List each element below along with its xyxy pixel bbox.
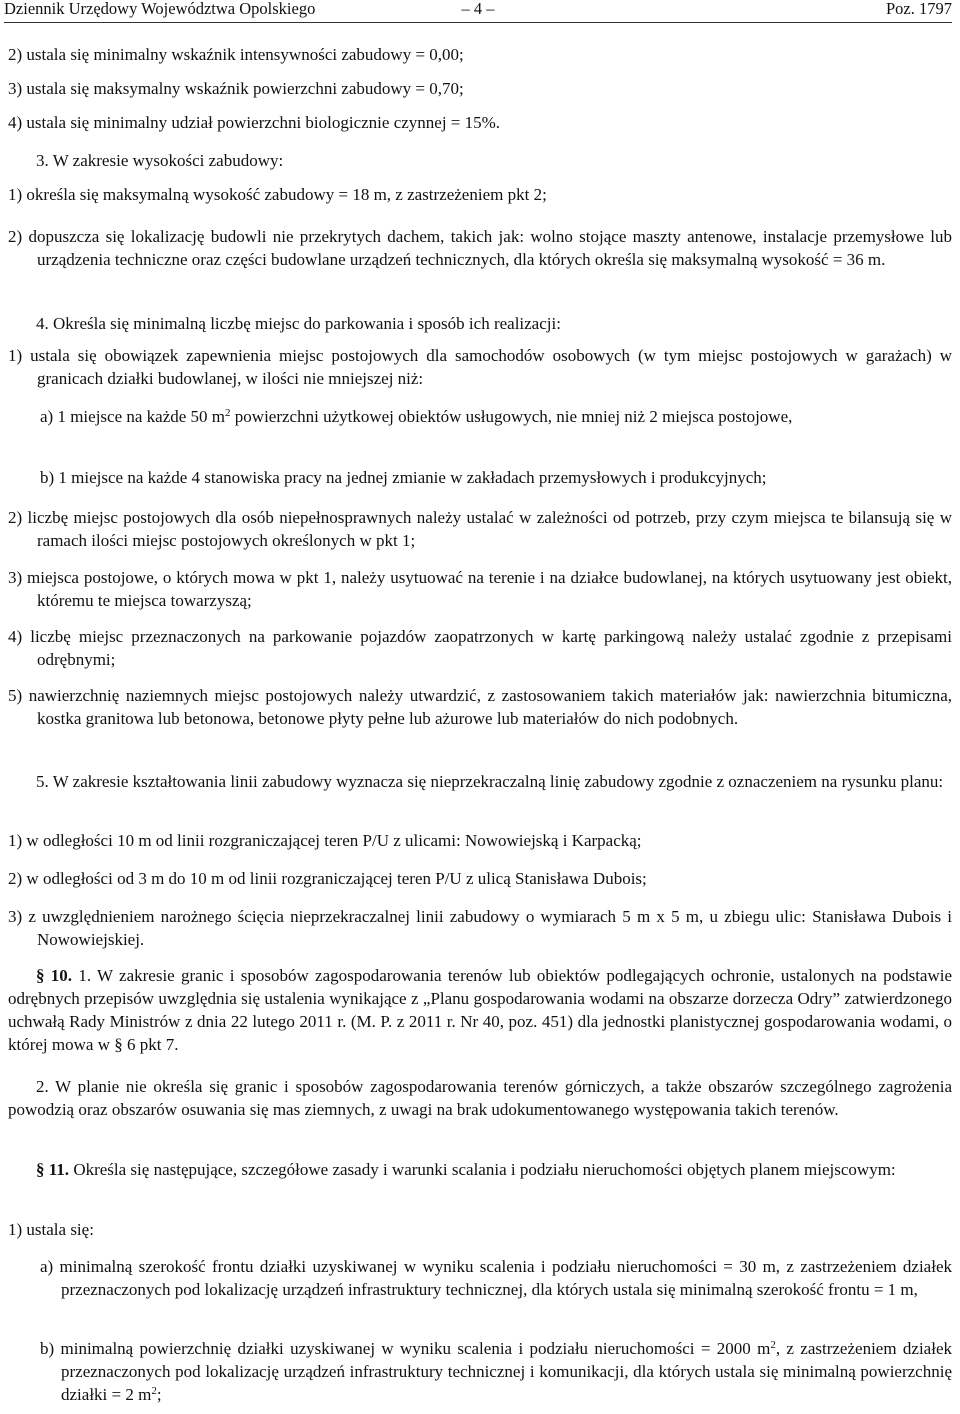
section-heading: 4. Określa się minimalną liczbę miejsc do parkowania i sposób ich realizacji: (36, 314, 561, 333)
page-number: – 4 – (461, 0, 495, 18)
paragraph: 1) ustala się: (8, 1220, 94, 1239)
list-item (8, 405, 952, 428)
paragraph (8, 344, 952, 390)
section-paragraph (8, 964, 952, 1056)
section-paragraph: 2. W planie nie określa się granic i sposobów zagospodarowania terenów górniczych, a także obszarów szczególnego zagrożenia powodzią oraz obszarów osuwania się mas ziemnych, z uwagi na brak udokumentowanego występowania takich terenów. (8, 1077, 952, 1119)
list-item (8, 1337, 952, 1406)
section-text: Określa się następujące, szczegółowe zasady i warunki scalania i podziału nieruchomości objętych planem miejscowym: (69, 1160, 896, 1179)
paragraph: 4) liczbę miejsc przeznaczonych na parkowanie pojazdów zaopatrzonych w kartę parkingową należy ustalać zgodnie z przepisami odrębnymi; (8, 627, 952, 669)
section-paragraph: 5. W zakresie kształtowania linii zabudowy wyznacza się nieprzekraczalną linię zabudowy zgodnie z oznaczeniem na rysunku planu: (36, 772, 944, 791)
paragraph: 2) liczbę miejsc postojowych dla osób niepełnosprawnych należy ustalać w zależności od potrzeb, przy czym miejsca te bilansują się w ramach ilości miejsc postojowych określonych w pkt 1; (8, 508, 952, 550)
section-number: § 11. (36, 1160, 70, 1179)
journal-title: Dziennik Urzędowy Województwa Opolskiego (4, 0, 316, 18)
paragraph: 2) w odległości od 3 m do 10 m od linii rozgraniczającej teren P/U z ulicą Stanisława Dubois; (8, 869, 647, 888)
superscript: 2 (770, 1339, 776, 1351)
section-number: § 10. (36, 966, 73, 985)
superscript: 2 (151, 1385, 157, 1397)
list-item: a) minimalną szerokość frontu działki uzyskiwanej w wyniku scalenia i podziału nieruchomości = 30 m, z zastrzeżeniem działek przeznaczonych pod lokalizację urządzeń infrastruktury technicznej, dla których ustala się minimalną szerokość frontu = 1 m, (40, 1257, 952, 1299)
paragraph: 5) nawierzchnię naziemnych miejsc postojowych należy utwardzić, z zastosowaniem takich materiałów jak: nawierzchnia bitumiczna, kostka granitowa lub betonowa, betonowe płyty pełne lub ażurowe lub materiałów do nich podobnych. (8, 686, 952, 728)
list-item-text: b) minimalną powierzchnię działki uzyskiwanej w wyniku scalenia i podziału nieruchomości = 2000 m (40, 1339, 771, 1358)
paragraph: 2) ustala się minimalny wskaźnik intensywności zabudowy = 0,00; (8, 45, 464, 64)
paragraph: 3) ustala się maksymalny wskaźnik powierzchni zabudowy = 0,70; (8, 79, 464, 98)
section-text: 1. W zakresie granic i sposobów zagospodarowania terenów lub obiektów podlegających ochronie, ustalonych na podstawie odrębnych przepisów uwzględnia się ustalenia wynikające z „Planu gospodarowania wodami na obszarze dorzecza Odry” zatwierdzonego uchwałą Rady Ministrów z dnia 22 lutego 2011 r. (M. P. z 2011 r. Nr 40, poz. 451) dla jednostki planistycznej gospodarowania wodami, o której mowa w § 6 pkt 7. (8, 966, 953, 1054)
paragraph: 4) ustala się minimalny udział powierzchni biologicznie czynnej = 15%. (8, 113, 501, 132)
list-item-text: , z zastrzeżeniem działek przeznaczonych pod lokalizację urządzeń infrastruktury technicznej i komunikacji, dla których ustala się minimalną powierzchnię działki = 2 m (61, 1339, 952, 1404)
superscript: 2 (225, 407, 231, 419)
list-item-text: a) 1 miejsce na każde 50 m (40, 407, 226, 426)
list-item: b) 1 miejsce na każde 4 stanowiska pracy na jednej zmianie w zakładach przemysłowych i produkcyjnych; (40, 468, 767, 487)
position-number: Poz. 1797 (886, 0, 952, 18)
page-header (4, 0, 952, 23)
list-item-text: powierzchni użytkowej obiektów usługowych, nie mniej niż 2 miejsca postojowe, (230, 407, 793, 426)
section-heading: 3. W zakresie wysokości zabudowy: (36, 151, 284, 170)
paragraph: 3) z uwzględnieniem narożnego ścięcia nieprzekraczalnej linii zabudowy o wymiarach 5 m x 5 m, u zbiegu ulic: Stanisława Dubois i Nowowiejskiej. (8, 907, 952, 949)
paragraph: 1) w odległości 10 m od linii rozgraniczającej teren P/U z ulicami: Nowowiejską i Karpacką; (8, 831, 642, 850)
list-item-text: ; (156, 1385, 162, 1404)
paragraph: 3) miejsca postojowe, o których mowa w pkt 1, należy usytuować na terenie i na działce budowlanej, na których usytuowany jest obiekt, któremu te miejsca towarzyszą; (8, 568, 952, 610)
paragraph: 1) określa się maksymalną wysokość zabudowy = 18 m, z zastrzeżeniem pkt 2; (8, 185, 547, 204)
paragraph-text: 1) ustala się obowiązek zapewnienia miejsc postojowych dla samochodów osobowych (w tym miejsc postojowych w garażach) w granicach działki budowlanej, w ilości nie mniejszej niż: (8, 346, 952, 388)
section-paragraph (8, 1158, 952, 1181)
paragraph: 2) dopuszcza się lokalizację budowli nie przekrytych dachem, takich jak: wolno stojące maszty antenowe, instalacje przemysłowe lub urządzenia techniczne oraz części budowlane urządzeń technicznych, dla których określa się maksymalną wysokość = 36 m. (8, 227, 952, 269)
